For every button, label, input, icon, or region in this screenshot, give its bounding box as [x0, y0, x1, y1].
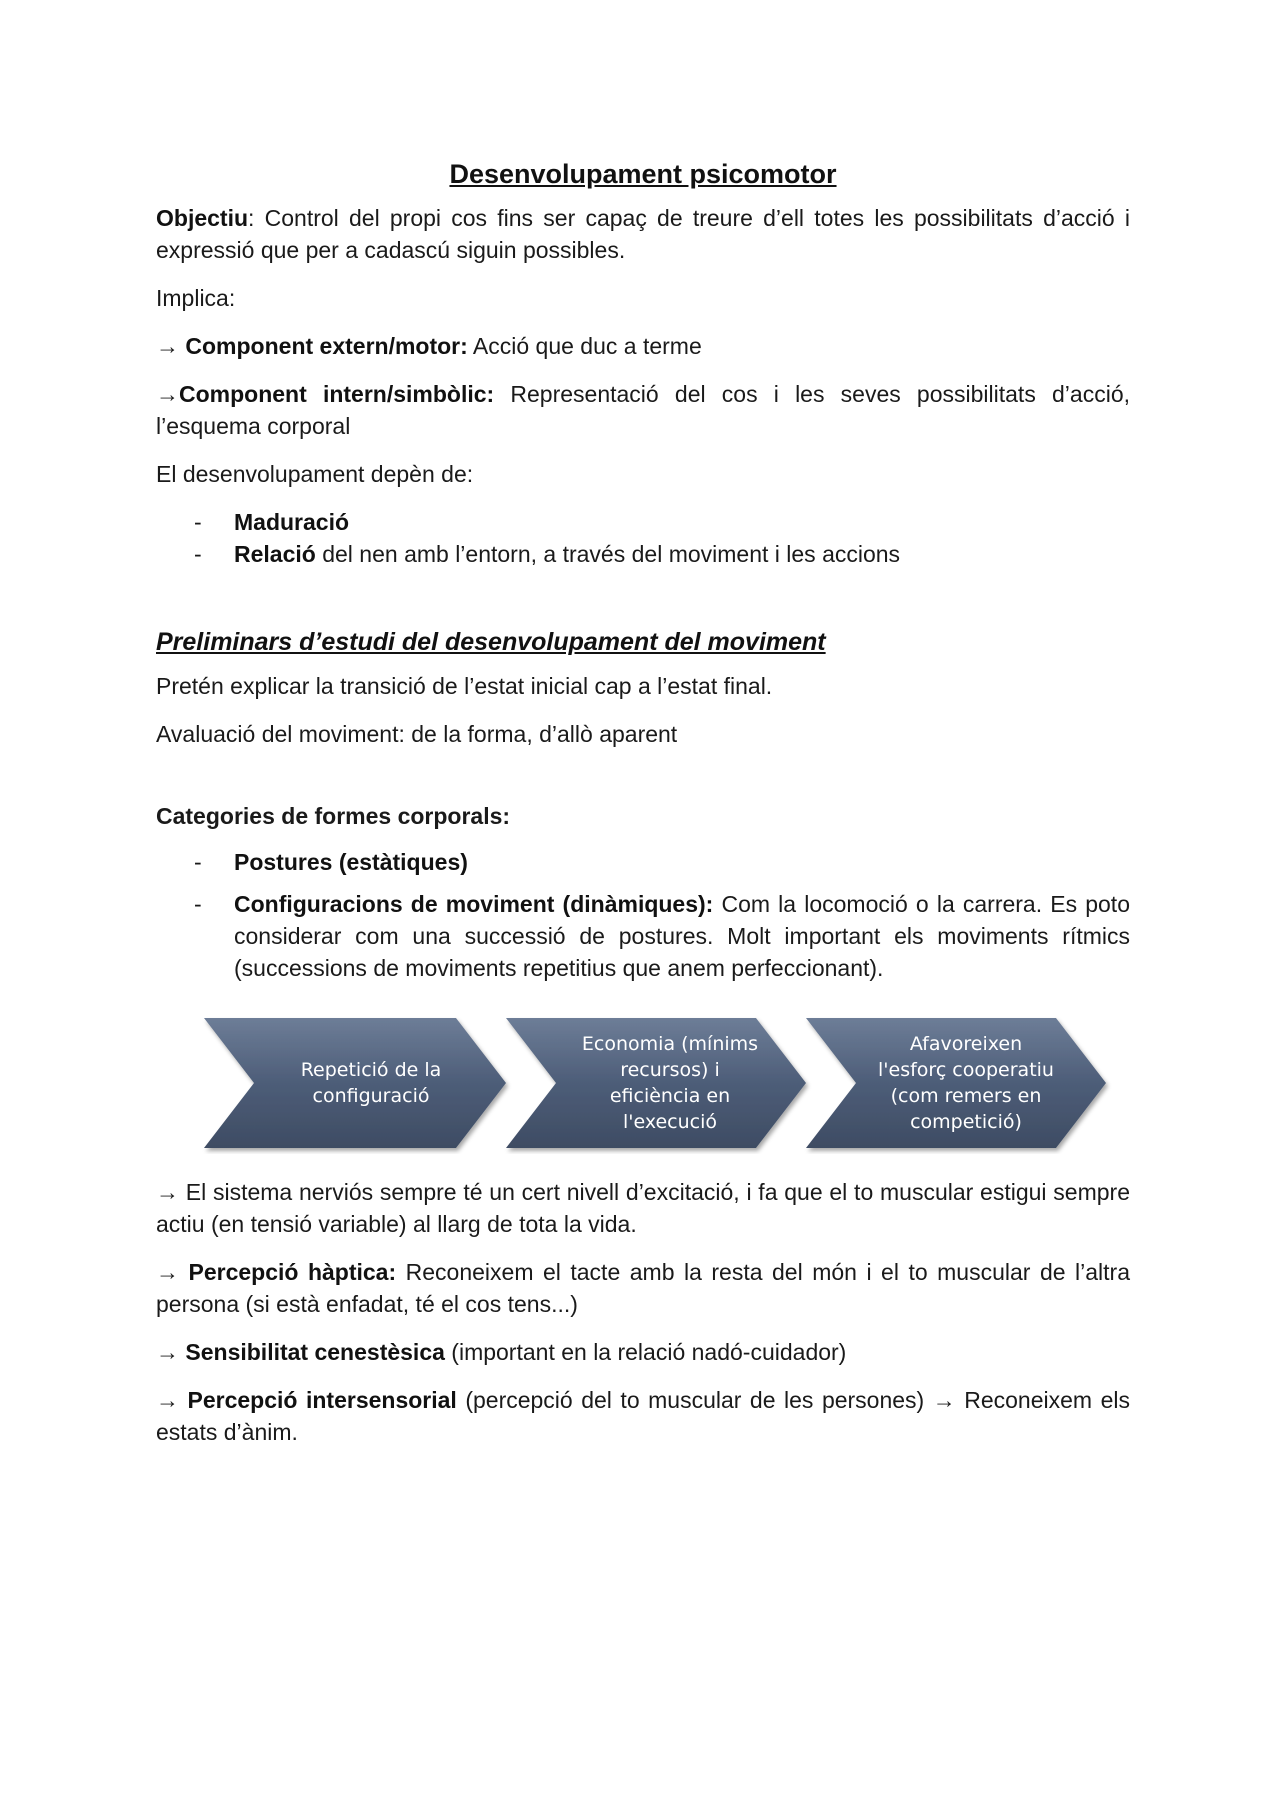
component-label: Component intern/simbòlic:: [179, 381, 495, 407]
process-diagram: [156, 1004, 1130, 1154]
list-item: [156, 888, 1130, 984]
arrow-icon: →: [156, 1259, 189, 1285]
dash-bullet: -: [194, 541, 202, 567]
list-item-label: Maduració: [234, 509, 350, 535]
arrow-icon: →: [156, 1179, 179, 1205]
note-paragraph: [156, 1256, 1130, 1320]
list-item: [156, 846, 1130, 878]
list-item-label: Configuracions de moviment (dinàmiques):: [234, 891, 714, 917]
dash-bullet: -: [194, 891, 202, 917]
note-label: Percepció intersensorial: [187, 1387, 457, 1413]
step-label: Repetició de la configuració: [300, 1059, 442, 1107]
step-label: Economia (mínims recursos) i eficiència en l'execució: [581, 1033, 759, 1133]
categories-list: [156, 846, 1130, 984]
objective-label: Objectiu: [156, 205, 249, 231]
note-text: (important en la relació nadó-cuidador): [444, 1339, 847, 1365]
implica-text: Implica:: [156, 285, 236, 311]
arrow-icon: →: [156, 1339, 186, 1365]
note-text: El sistema nerviós sempre té un cert nivell d’excitació, i fa que el to muscular estigui sempre actiu (en tensió variable) al llarg de tota la vida.: [156, 1179, 1130, 1237]
list-item: [156, 538, 1130, 570]
depends-list: [156, 506, 1130, 570]
step-label: Afavoreixen l'esforç cooperatiu (com remers en competició): [878, 1033, 1054, 1133]
categories-heading: Categories de formes corporals:: [156, 803, 511, 829]
list-item-text: del nen amb l’entorn, a través del moviment i les accions: [315, 541, 901, 567]
list-item-label: Relació: [234, 541, 316, 567]
component-intern: [156, 378, 1130, 442]
objective-paragraph: [156, 202, 1130, 266]
document-page: [156, 150, 1130, 1464]
note-text: Reconeixem el tacte amb la resta del món i el to muscular de l’altra persona (si està enfadat, té el cos tens...): [156, 1259, 1130, 1317]
component-text: Representació del cos i les seves possibilitats d’acció, l’esquema corporal: [156, 381, 1130, 439]
section-paragraph: Avaluació del moviment: de la forma, d’allò aparent: [156, 721, 678, 747]
depends-intro: El desenvolupament depèn de:: [156, 461, 474, 487]
list-item-label: Postures (estàtiques): [234, 849, 468, 875]
list-item: [156, 506, 1130, 538]
arrow-icon: →: [156, 381, 179, 407]
dash-bullet: -: [194, 849, 202, 875]
arrow-icon: →: [156, 1387, 188, 1413]
component-label: Component extern/motor:: [185, 333, 468, 359]
note-paragraph: [156, 1336, 1130, 1368]
objective-text: : Control del propi cos fins ser capaç de treure d’ell totes les possibilitats d’acció i expressió que per a cadascú siguin possibles.: [156, 205, 1130, 263]
note-paragraph: [156, 1384, 1130, 1448]
note-label: Percepció hàptica:: [188, 1259, 397, 1285]
note-text: (percepció del to muscular de les persones) → Reconeixem els estats d’ànim.: [156, 1387, 1130, 1445]
page-title: Desenvolupament psicomotor: [449, 159, 837, 189]
arrow-icon: →: [156, 333, 186, 359]
note-label: Sensibilitat cenestèsica: [185, 1339, 445, 1365]
dash-bullet: -: [194, 509, 202, 535]
section-paragraph: Pretén explicar la transició de l’estat inicial cap a l’estat final.: [156, 673, 773, 699]
note-paragraph: [156, 1176, 1130, 1240]
section-heading: Preliminars d’estudi del desenvolupament del moviment: [156, 628, 826, 656]
list-item-text: Com la locomoció o la carrera. Es poto considerar com una successió de postures. Molt important els moviments rítmics (successions de moviments repetitius que anem perfeccionant).: [234, 891, 1130, 981]
component-extern: [156, 330, 1130, 362]
component-text: Acció que duc a terme: [467, 333, 702, 359]
